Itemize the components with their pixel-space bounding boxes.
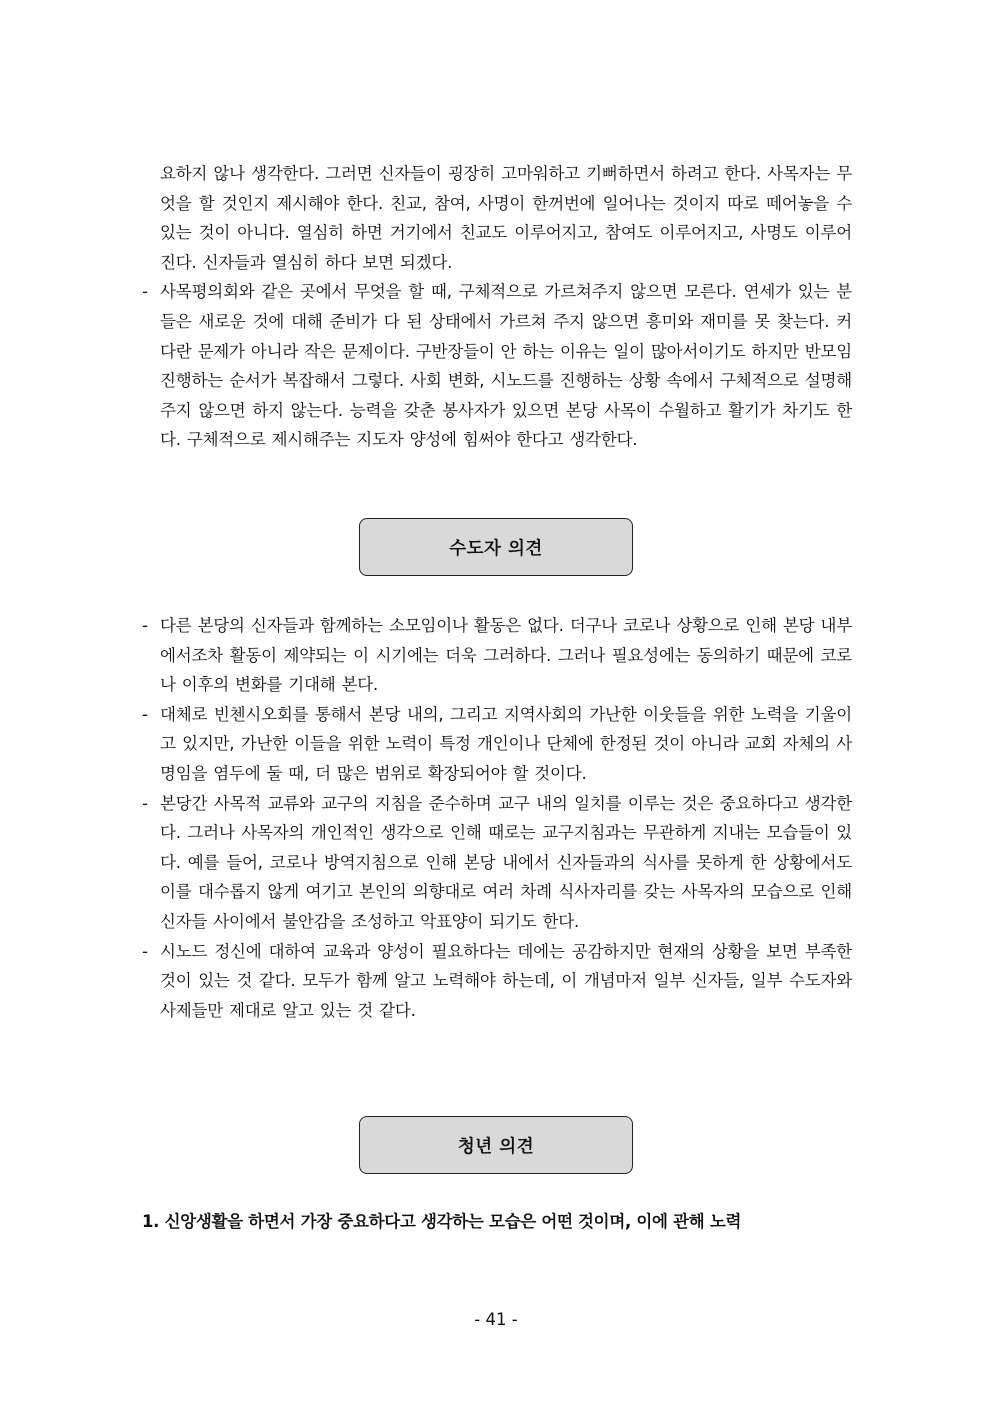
dash-item: [142, 277, 852, 455]
dash-marker: -: [142, 282, 148, 302]
mid-paragraphs: [142, 611, 852, 1025]
dash-item-text: 대체로 빈첸시오회를 통해서 본당 내의, 그리고 지역사회의 가난한 이웃들을 위한 노력을 기울이고 있지만, 가난한 이들을 위한 노력이 특정 개인이나 단체에 한정된 것이 아니라 교회 자체의 사명임을 염두에 둘 때, 더 많은 범위로 확장되어야 할 것이다.: [160, 704, 852, 783]
top-paragraphs: [142, 159, 852, 455]
question-heading: 1. 신앙생활을 하면서 가장 중요하다고 생각하는 모습은 어떤 것이며, 이에 관해 노력: [142, 1212, 742, 1231]
dash-item-text: 사목평의회와 같은 곳에서 무엇을 할 때, 구체적으로 가르쳐주지 않으면 모른다. 연세가 있는 분들은 새로운 것에 대해 준비가 다 된 상태에서 가르쳐 주지 않으면 흥미와 재미를 못 찾는다. 커다란 문제가 아니라 작은 문제이다. 구반장들이 안 하는 이유는 일이 많아서이기도 하지만 반모임 진행하는 순서가 복잡해서 그렇다. 사회 변화, 시노드를 진행하는 상황 속에서 구체적으로 설명해주지 않으면 하지 않는다. 능력을 갖춘 봉사자가 있으면 본당 사목이 수월하고 활기가 차기도 한다. 구체적으로 제시해주는 지도자 양성에 힘써야 한다고 생각한다.: [160, 282, 852, 450]
dash-item: [142, 789, 852, 937]
dash-item: [142, 611, 852, 700]
dash-marker: -: [142, 793, 148, 813]
continuation-paragraph: 요하지 않나 생각한다. 그러면 신자들이 굉장히 고마워하고 기뻐하면서 하려고 한다. 사목자는 무엇을 할 것인지 제시해야 한다. 친교, 참여, 사명이 한꺼번에 일어나는 것이지 따로 떼어놓을 수 있는 것이 아니다. 열심히 하면 거기에서 친교도 이루어지고, 참여도 이루어지고, 사명도 이루어진다. 신자들과 열심히 하다 보면 되겠다.: [160, 164, 852, 272]
page-number: - 41 -: [474, 1310, 518, 1329]
dash-item-text: 다른 본당의 신자들과 함께하는 소모임이나 활동은 없다. 더구나 코로나 상황으로 인해 본당 내부에서조차 활동이 제약되는 이 시기에는 더욱 그러하다. 그러나 필요성에는 동의하기 때문에 코로나 이후의 변화를 기대해 본다.: [160, 616, 853, 695]
section-title-box: [359, 518, 633, 576]
dash-marker: -: [142, 616, 148, 635]
dash-item-text: 시노드 정신에 대하여 교육과 양성이 필요하다는 데에는 공감하지만 현재의 상황을 보면 부족한 것이 있는 것 같다. 모두가 함께 알고 노력해야 하는데, 이 개념마저 일부 신자들, 일부 수도자와 사제들만 제대로 알고 있는 것 같다.: [160, 941, 852, 1020]
dash-marker: -: [142, 704, 148, 724]
section-title: 수도자 의견: [449, 538, 543, 559]
section-title: 청년 의견: [457, 1136, 535, 1157]
dash-item: [142, 937, 852, 1026]
dash-marker: -: [142, 941, 148, 961]
dash-item: [142, 700, 852, 789]
section-title-box: [359, 1116, 633, 1174]
dash-item-text: 본당간 사목적 교류와 교구의 지침을 준수하며 교구 내의 일치를 이루는 것은 중요하다고 생각한다. 그러나 사목자의 개인적인 생각으로 인해 때로는 교구지침과는 무관하게 지내는 모습들이 있다. 예를 들어, 코로나 방역지침으로 인해 본당 내에서 신자들과의 식사를 못하게 한 상황에서도 이를 대수롭지 않게 여기고 본인의 의향대로 여러 차례 식사자리를 갖는 사목자의 모습으로 인해 신자들 사이에서 불안감을 조성하고 악표양이 되기도 한다.: [160, 793, 853, 931]
